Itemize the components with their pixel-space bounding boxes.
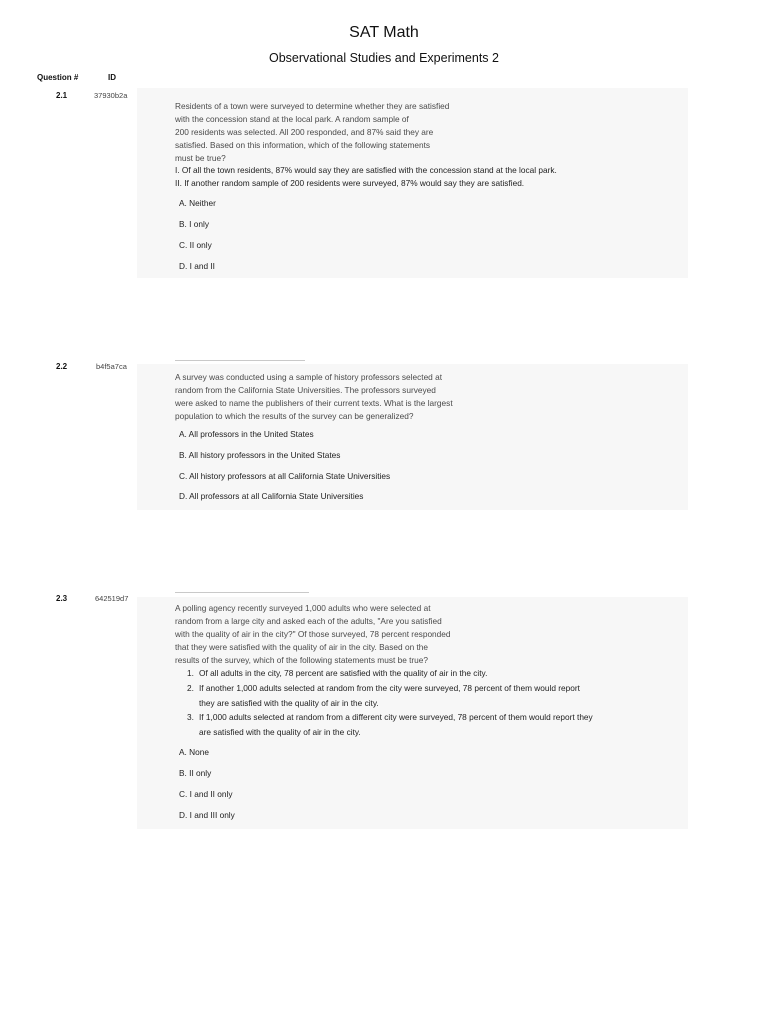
statement-list	[187, 666, 593, 740]
answer-choice-d[interactable]: D. I and II	[179, 261, 215, 271]
question-card	[137, 364, 688, 510]
answer-choice-c[interactable]: C. II only	[179, 240, 212, 250]
column-header-id: ID	[108, 73, 116, 82]
statement-text: If 1,000 adults selected at random from a different city were surveyed, 78 percent of them would report they	[199, 712, 593, 723]
question-number: 2.3	[56, 594, 68, 603]
stem-line: satisfied. Based on this information, which of the following statements	[175, 139, 431, 150]
answer-choice-b[interactable]: B. I only	[179, 219, 209, 229]
statement-text: they are satisfied with the quality of air in the city.	[199, 697, 379, 708]
statement-number: 2.	[187, 682, 194, 693]
stem-line: A polling agency recently surveyed 1,000 adults who were selected at	[175, 603, 431, 613]
question-stem	[175, 602, 451, 667]
column-header-question: Question #	[37, 73, 79, 82]
answer-choice-d[interactable]: D. I and III only	[179, 810, 235, 820]
question-card	[137, 597, 688, 829]
question-id: 37930b2a	[94, 91, 128, 100]
answer-choice-a[interactable]: A. All professors in the United States	[179, 429, 314, 439]
statement-text: Of all adults in the city, 78 percent are satisfied with the quality of air in the city.	[199, 668, 488, 678]
stem-line: with the concession stand at the local park. A random sample of	[175, 113, 409, 124]
statement-text: If another 1,000 adults selected at random from the city were surveyed, 78 percent of them would report	[199, 682, 580, 693]
statement-text: are satisfied with the quality of air in the city.	[199, 727, 361, 738]
stem-line: results of the survey, which of the following statements must be true?	[175, 654, 429, 665]
page-subtitle: Observational Studies and Experiments 2	[269, 51, 499, 65]
statement	[187, 710, 593, 725]
answer-choice-a[interactable]: A. None	[179, 747, 209, 757]
question-number: 2.2	[56, 362, 68, 371]
stem-line: that they were satisfied with the quality of air in the city. Based on the	[175, 641, 429, 652]
answer-choice-b[interactable]: B. All history professors in the United States	[179, 450, 341, 460]
answer-choice-d[interactable]: D. All professors at all California State Universities	[179, 491, 364, 501]
question-card	[137, 88, 688, 278]
answer-choice-c[interactable]: C. I and II only	[179, 789, 233, 799]
question-divider	[175, 360, 305, 361]
statement-number: 1.	[187, 668, 194, 678]
question-divider	[175, 592, 309, 593]
question-stem	[175, 100, 449, 165]
statement-number: 3.	[187, 712, 194, 723]
stem-line: population to which the results of the survey can be generalized?	[175, 410, 414, 421]
statement	[187, 666, 593, 681]
stem-line: A survey was conducted using a sample of history professors selected at	[175, 372, 443, 382]
answer-choice-a[interactable]: A. Neither	[179, 198, 216, 208]
stem-line: were asked to name the publishers of their current texts. What is the largest	[175, 397, 453, 408]
stem-line: 200 residents was selected. All 200 responded, and 87% said they are	[175, 126, 434, 137]
statement: I. Of all the town residents, 87% would say they are satisfied with the concession stand at the local park.	[175, 165, 557, 175]
stem-line: random from the California State Universities. The professors surveyed	[175, 384, 436, 395]
question-id: 642519d7	[95, 594, 129, 603]
page-title: SAT Math	[349, 24, 419, 41]
question-number: 2.1	[56, 91, 68, 100]
stem-line: with the quality of air in the city?" Of those surveyed, 78 percent responded	[175, 628, 451, 639]
statement: II. If another random sample of 200 residents were surveyed, 87% would say they are satisfied.	[175, 177, 525, 188]
statement	[187, 681, 593, 696]
question-id: b4f5a7ca	[96, 362, 127, 371]
stem-line: random from a large city and asked each of the adults, "Are you satisfied	[175, 615, 442, 626]
stem-line: must be true?	[175, 152, 226, 163]
answer-choice-b[interactable]: B. II only	[179, 768, 212, 778]
stem-line: Residents of a town were surveyed to determine whether they are satisfied	[175, 101, 450, 111]
answer-choice-c[interactable]: C. All history professors at all California State Universities	[179, 471, 391, 481]
statement-list	[175, 164, 557, 190]
question-stem	[175, 371, 453, 423]
